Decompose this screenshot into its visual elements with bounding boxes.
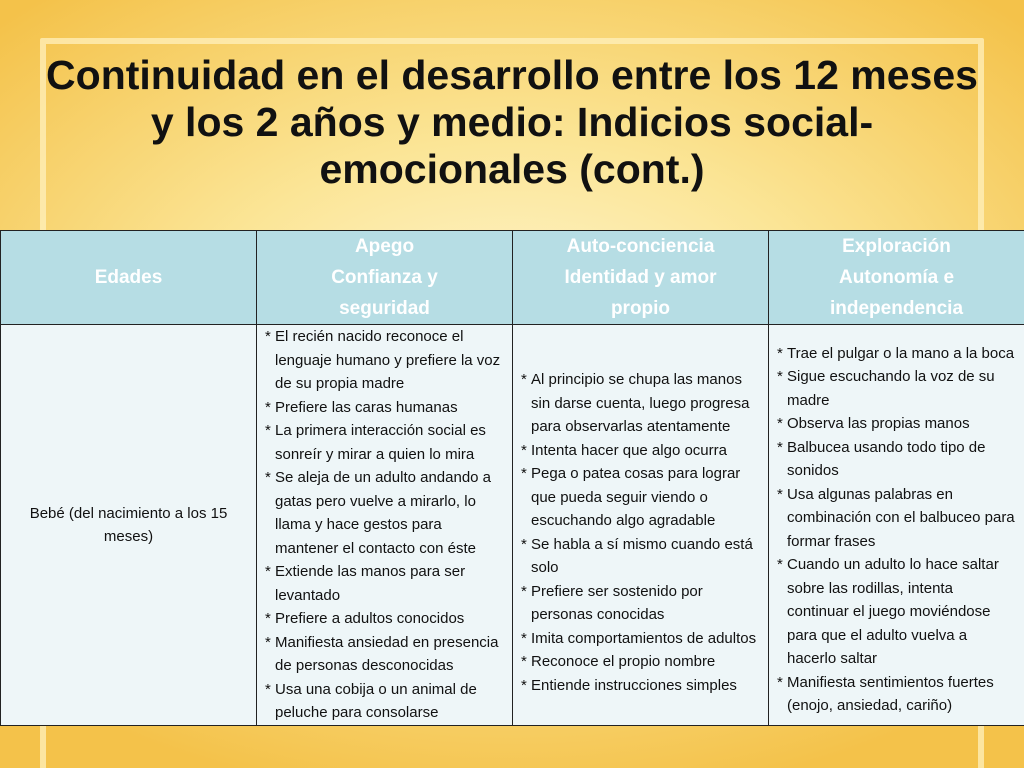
- list-item-text: Intenta hacer que algo ocurra: [531, 441, 727, 459]
- list-item-text: Pega o patea cosas para lograr que pueda seguir viendo o escuchando algo agradable: [531, 465, 741, 530]
- list-item: [777, 365, 1016, 412]
- list-item-text: Extiende las manos para ser levantado: [275, 563, 466, 604]
- exploracion-cell: [769, 325, 1024, 726]
- header-line: Identidad y amor: [564, 267, 717, 288]
- list-item-text: Balbucea usando todo tipo de sonidos: [787, 438, 986, 480]
- list-item: [521, 674, 760, 698]
- list-item-text: La primera interacción social es sonreír y mirar a quien lo mira: [275, 422, 486, 463]
- bullet-star: *: [521, 441, 527, 459]
- list-item-text: Al principio se chupa las manos sin darse cuenta, luego progresa para observarlas atentamente: [531, 371, 750, 436]
- header-exploracion: [769, 231, 1024, 325]
- autoconciencia-cell: [513, 325, 769, 726]
- list-item-text: Usa algunas palabras en combinación con el balbuceo para formar frases: [787, 485, 1015, 550]
- list-item-text: Cuando un adulto lo hace saltar sobre las rodillas, intenta continuar el juego moviéndose para que el adulto vuelva a hacerlo saltar: [787, 556, 999, 668]
- list-item: [777, 342, 1016, 366]
- bullet-star: *: [521, 653, 527, 671]
- bullet-star: *: [265, 680, 271, 698]
- apego-list: [265, 325, 504, 725]
- list-item: [521, 462, 760, 533]
- bullet-star: *: [521, 371, 527, 389]
- bullet-star: *: [265, 328, 271, 345]
- bullet-star: *: [777, 344, 783, 362]
- list-item-text: Manifiesta ansiedad en presencia de personas desconocidas: [275, 633, 499, 674]
- list-item: [521, 368, 760, 439]
- header-line: Autonomía e: [838, 267, 955, 288]
- list-item-text: Trae el pulgar o la mano a la boca: [787, 344, 1015, 362]
- list-item-text: Se habla a sí mismo cuando está solo: [531, 535, 753, 577]
- header-line: propio: [610, 298, 671, 319]
- bullet-star: *: [521, 465, 527, 483]
- list-item: [265, 631, 504, 678]
- list-item: [777, 483, 1016, 554]
- header-line: seguridad: [339, 298, 430, 319]
- bullet-star: *: [777, 438, 783, 456]
- bullet-star: *: [265, 563, 271, 580]
- list-item: [265, 325, 504, 396]
- slide-title: Continuidad en el desarrollo entre los 12 meses y los 2 años y medio: Indicios social-emocionales (cont.): [46, 52, 978, 193]
- header-line: independencia: [829, 298, 964, 319]
- list-item: [265, 396, 504, 420]
- list-item-text: Prefiere a adultos conocidos: [275, 610, 465, 627]
- bullet-star: *: [777, 673, 783, 691]
- bullet-star: *: [521, 535, 527, 553]
- list-item: [521, 650, 760, 674]
- list-item: [777, 671, 1016, 718]
- exploracion-list: [777, 342, 1016, 718]
- list-item-text: El recién nacido reconoce el lenguaje humano y prefiere la voz de su propia madre: [275, 328, 501, 392]
- header-autoconciencia: [513, 231, 769, 325]
- bullet-star: *: [265, 398, 271, 416]
- bullet-star: *: [265, 422, 271, 439]
- bullet-star: *: [265, 469, 271, 486]
- table-row: [1, 325, 1024, 726]
- table-header-row: [1, 231, 1024, 325]
- bullet-star: *: [265, 610, 271, 627]
- list-item: [521, 580, 760, 627]
- header-apego: [257, 231, 513, 325]
- header-edades: [1, 231, 257, 325]
- list-item: [777, 412, 1016, 436]
- list-item-text: Observa las propias manos: [787, 415, 970, 433]
- bullet-star: *: [777, 485, 783, 503]
- bullet-star: *: [777, 415, 783, 433]
- autoconciencia-list: [521, 368, 760, 697]
- list-item: [265, 607, 504, 631]
- bullet-star: *: [777, 556, 783, 574]
- list-item: [265, 466, 504, 560]
- bullet-star: *: [265, 633, 271, 651]
- list-item-text: Usa una cobija o un animal de peluche para consolarse: [275, 680, 477, 721]
- header-line: Auto-conciencia: [566, 236, 715, 257]
- list-item: [521, 627, 760, 651]
- list-item: [777, 553, 1016, 671]
- header-line: Apego: [354, 236, 415, 257]
- age-cell: Bebé (del nacimiento a los 15 meses): [1, 325, 257, 726]
- header-line: Confianza y: [331, 267, 438, 288]
- bullet-star: *: [521, 629, 527, 647]
- list-item: [521, 533, 760, 580]
- list-item: [521, 439, 760, 463]
- list-item: [777, 436, 1016, 483]
- header-line: Exploración: [842, 236, 951, 257]
- list-item: [265, 419, 504, 466]
- list-item-text: Prefiere ser sostenido por personas conocidas: [531, 582, 703, 624]
- list-item-text: Prefiere las caras humanas: [275, 398, 458, 416]
- development-table: [0, 230, 1024, 726]
- bullet-star: *: [777, 368, 783, 386]
- list-item-text: Imita comportamientos de adultos: [531, 629, 757, 647]
- list-item: [265, 678, 504, 725]
- list-item-text: Sigue escuchando la voz de su madre: [787, 368, 995, 409]
- bullet-star: *: [521, 676, 527, 694]
- list-item-text: Se aleja de un adulto andando a gatas pero vuelve a mirarlo, lo llama y hace gestos para mantener el contacto con éste: [275, 469, 492, 557]
- table-container: [0, 230, 1024, 768]
- bullet-star: *: [521, 582, 527, 600]
- list-item: [265, 560, 504, 607]
- list-item-text: Manifiesta sentimientos fuertes (enojo, ansiedad, cariño): [787, 673, 994, 715]
- list-item-text: Entiende instrucciones simples: [531, 676, 737, 694]
- list-item-text: Reconoce el propio nombre: [531, 653, 716, 671]
- header-line: Edades: [94, 267, 163, 288]
- apego-cell: [257, 325, 513, 726]
